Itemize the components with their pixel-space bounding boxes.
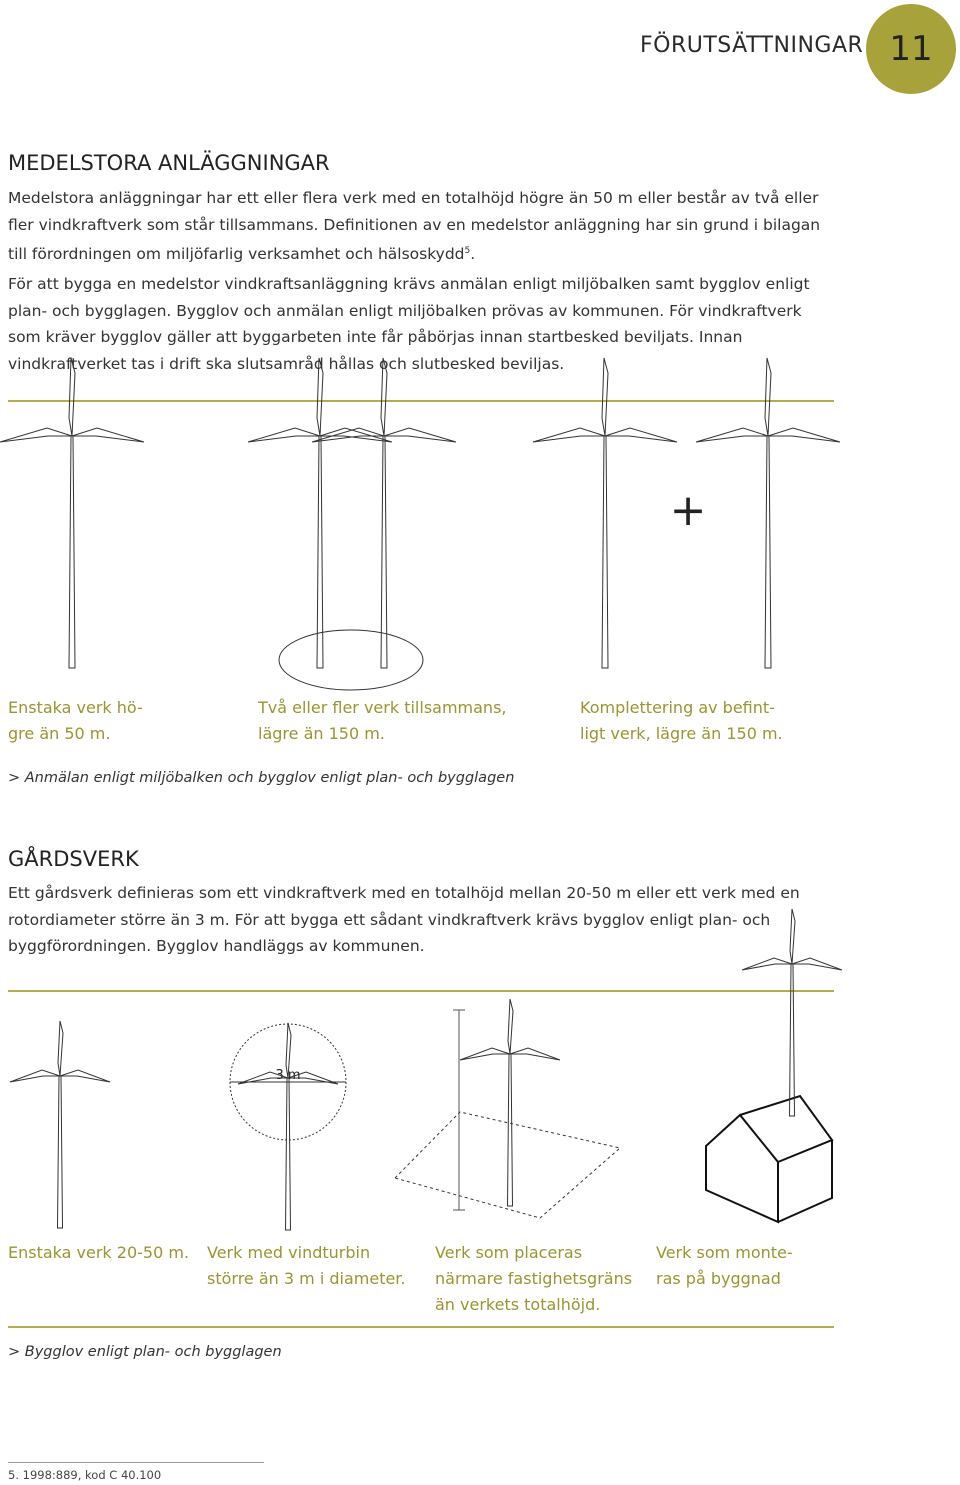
farm-turbine-single (10, 1021, 110, 1228)
farm-turbine-boundary (460, 999, 560, 1206)
paragraph-medelstora-definition: Medelstora anläggningar har ett eller flera verk med en totalhöjd högre än 50 m eller består av två eller fler vindkraftverk som står tillsammans. Definitionen av en medelstor anläggning har sin grund i bilagan till förordningen om miljöfarlig verksamhet och hälsoskydd$^5$. (8, 189, 821, 264)
caption-addition-turbine: Komplettering av befint- ligt verk, lägre än 150 m. (580, 698, 783, 743)
building (706, 1096, 832, 1222)
section-title-medelstora: MEDELSTORA ANLÄGGNINGAR (8, 151, 330, 175)
caption-farm-building: Verk som monte- ras på byggnad (656, 1243, 793, 1288)
caption-single-turbine: Enstaka verk hö- gre än 50 m. (8, 698, 143, 743)
section-title-gardsverk: GÅRDSVERK (8, 847, 139, 871)
caption-farm-diameter: Verk med vindturbin större än 3 m i diameter. (207, 1243, 406, 1288)
footnote-ref: 5 (464, 246, 471, 256)
footnote-divider (8, 1462, 264, 1463)
plus-symbol: + (669, 485, 707, 536)
farm-turbine-building (742, 909, 842, 1116)
divider (8, 1326, 834, 1328)
farm-turbine-diameter (238, 1023, 338, 1230)
caption-group-turbines: Två eller fler verk tillsammans, lägre än 150 m. (258, 698, 507, 743)
page-number: 11 (889, 29, 933, 69)
caption-farm-boundary: Verk som placeras närmare fastighetsgräns än verkets totalhöjd. (435, 1243, 633, 1314)
paragraph-medelstora-permits: För att bygga en medelstor vindkraftsanläggning krävs anmälan enligt miljöbalken samt bygglov enligt plan- och bygglagen. Bygglov och anmälan enligt miljöbalken prövas av kommunen. För vindkraftverk som kräver bygglov gäller att byggarbeten inte får påbörjas innan startbesked beviljats. Innan vindkraftverket tas i drift ska slutsamråd hållas och slutbesked beviljas. (8, 275, 810, 373)
caption-farm-single: Enstaka verk 20-50 m. (8, 1243, 190, 1262)
paragraph-gardsverk-definition: Ett gårdsverk definieras som ett vindkraftverk med en totalhöjd mellan 20-50 m eller ett verk med en rotordiameter större än 3 m. För att bygga ett sådant vindkraftverk krävs bygglov enligt plan- och byggförordningen. Bygglov handläggs av kommunen. (8, 884, 800, 955)
footnote: 5. 1998:889, kod C 40.100 (8, 1468, 162, 1482)
header-section-title: FÖRUTSÄTTNINGAR (640, 33, 864, 58)
note-medelstora: > Anmälan enligt miljöbalken och bygglov enligt plan- och bygglagen (8, 770, 515, 786)
diameter-label: 3 m (275, 1068, 301, 1083)
note-gardsverk: > Bygglov enligt plan- och bygglagen (8, 1344, 282, 1360)
